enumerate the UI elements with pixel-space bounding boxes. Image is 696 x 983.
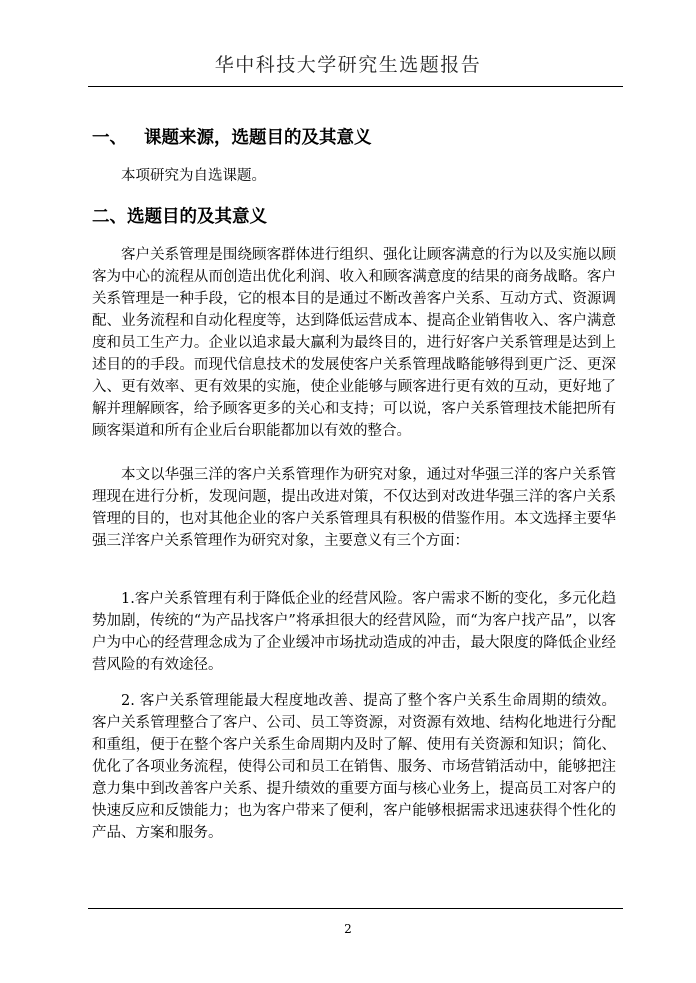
footer-divider (88, 908, 623, 909)
paragraph: 本项研究为自选课题。 (121, 168, 266, 184)
section-title-2: 选题目的及其意义 (127, 207, 267, 227)
paragraph: 客户关系管理是围绕顾客群体进行组织、强化让顾客满意的行为以及实施以顾客为中心的流程从而创造出优化利润、收入和顾客满意度的结果的商务战略。客户关系管理是一种手段，它的根本目的是通过不断改善客户关系、互动方式、资源调配、业务流程和自动化程度等，达到降低运营成本、提高企业销售收入、客户满意度和员工生产力。企业以追求最大赢利为最终目的，进行好客户关系管理是达到上述目的的手段。而现代信息技术的发展使客户关系管理战略能够得到更广泛、更深入、更有效率、更有效果的实施，使企业能够与顾客进行更有效的互动，更好地了解并理解顾客，给予顾客更多的关心和支持；可以说，客户关系管理技术能把所有顾客渠道和所有企业后台职能都加以有效的整合。 (92, 247, 616, 439)
section-number-1: 一、 (92, 128, 127, 148)
section-heading-1 (92, 125, 372, 151)
section-number-2: 二、 (92, 207, 127, 227)
page-number: 2 (344, 922, 352, 936)
section-heading-2 (92, 204, 267, 230)
list-paragraph-2: 2. 客户关系管理能最大程度地改善、提高了整个客户关系生命周期的绩效。客户关系管理整合了客户、公司、员工等资源，对资源有效地、结构化地进行分配和重组，便于在整个客户关系生命周期内及时了解、使用有关资源和知识；简化、优化了各项业务流程，使得公司和员工在销售、服务、市场营销活动中，能够把注意力集中到改善客户关系、提升绩效的重要方面与核心业务上，提高员工对客户的快速反应和反馈能力；也为客户带来了便利，客户能够根据需求迅速获得个性化的产品、方案和服务。 (92, 693, 616, 841)
header-divider (88, 86, 623, 87)
list-paragraph-1: 1.客户关系管理有利于降低企业的经营风险。客户需求不断的变化，多元化趋势加剧，传统的“为产品找客户”将承担很大的经营风险，而“为客户找产品”，以客户为中心的经营理念成为了企业缓冲市场扰动造成的冲击，最大限度的降低企业经营风险的有效途径。 (92, 591, 616, 673)
section-title-1: 课题来源，选题目的及其意义 (144, 128, 372, 148)
running-header-title: 华中科技大学研究生选题报告 (214, 54, 482, 76)
paragraph: 本文以华强三洋的客户关系管理作为研究对象，通过对华强三洋的客户关系管理现在进行分析，发现问题，提出改进对策，不仅达到对改进华强三洋的客户关系管理的目的，也对其他企业的客户关系管理具有积极的借鉴作用。本文选择主要华强三洋客户关系管理作为研究对象，主要意义有三个方面： (92, 467, 616, 549)
